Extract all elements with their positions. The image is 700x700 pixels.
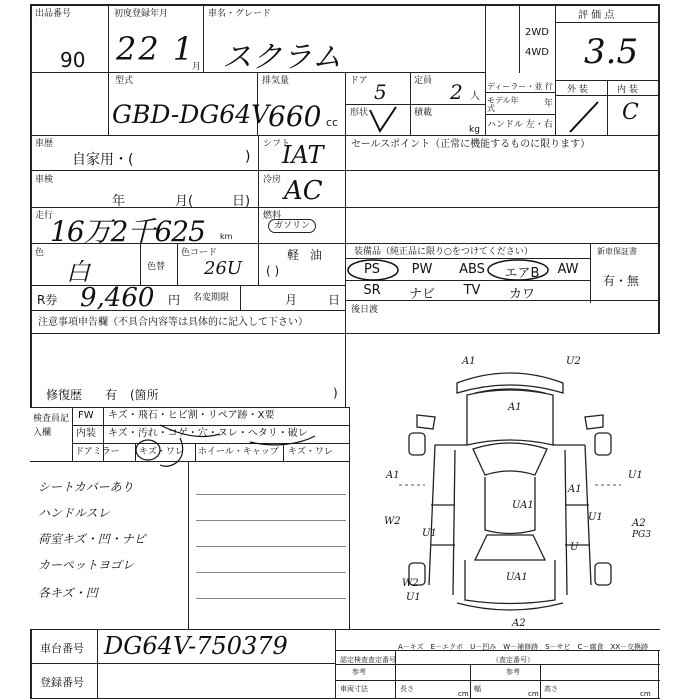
fuel-light: 軽 (287, 248, 300, 262)
damage-mark-7: A1 (568, 484, 582, 495)
length-label: 長さ (400, 685, 414, 693)
damage-mark-10: A2 (632, 518, 646, 529)
damage-mark-6: UA1 (512, 500, 534, 511)
damage-legend: A－キズ E－エクボ U－凹み W－補修跡 S－サビ C－腐食 XX－交換跡 (398, 643, 649, 651)
cm-3: cm (640, 690, 651, 698)
registration-label: 登録番号 (40, 676, 84, 689)
displacement-label: 排気量 (262, 76, 290, 86)
note-line-4: カーペットヨゴレ (38, 558, 135, 572)
door-value: 5 (374, 80, 387, 104)
damage-mark-4: A1 (386, 470, 400, 481)
drive-2wd: 2WD (525, 27, 549, 38)
first-reg-month: 月 (192, 62, 202, 72)
repair-place: (箇所 (130, 388, 159, 402)
handle-label: ハンドル 左・右 (487, 120, 553, 130)
repair-close: ) (333, 386, 338, 400)
history-value: 自家用・( (72, 152, 134, 168)
lot-no-label: 出品番号 (35, 9, 72, 19)
selling-point-label: セールスポイント（正常に機能するものに限ります） (351, 139, 591, 150)
inspector-fw-text: キズ・飛石・ヒビ割・リペア跡・X要 (108, 410, 275, 421)
equip-navi: ナビ (408, 287, 435, 302)
damage-mark-16: UA1 (506, 572, 528, 583)
inspector-handwritten-marks (100, 420, 340, 480)
equip-leather: カワ (508, 287, 535, 302)
capacity-value: 2 (450, 80, 463, 104)
year-unit: 年 (544, 99, 554, 109)
damage-mark-8: U1 (588, 512, 603, 523)
inspection-day: 日) (232, 194, 251, 209)
inspector-wheel-text: キズ・ワレ (288, 447, 333, 457)
mileage-unit: km (220, 232, 233, 241)
displacement-value: 660 (268, 100, 322, 133)
note-line-1: シートカバーあり (38, 480, 134, 494)
ref2: 参考 (506, 668, 520, 676)
name-grade-label: 車名・グレード (208, 9, 272, 19)
dealer-label: ディーラー・並 行 (487, 82, 553, 91)
equip-ps: PS (363, 262, 381, 277)
color-code-value: 26U (204, 258, 243, 279)
inspection-month: 月( (175, 194, 194, 209)
interior-label: 内 装 (617, 85, 638, 95)
first-reg-label: 初度登録年月 (114, 9, 169, 19)
fuel-value: ガソリン (268, 219, 316, 233)
inspector-fw-head: FW (78, 410, 94, 421)
shape-label: 形状 (350, 108, 369, 118)
lot-no: 90 (60, 48, 86, 72)
warranty-label: 新車保証書 (597, 247, 637, 256)
recycle-value: 9,460 (80, 283, 155, 313)
name-change-day: 日 (328, 293, 341, 307)
score-label: 評 価 点 (578, 10, 615, 21)
interior-grade: C (622, 100, 639, 125)
color-label: 色 (35, 248, 45, 258)
equip-airbag: エアB (504, 266, 540, 281)
damage-mark-1: A1 (462, 356, 476, 367)
vehicle-size-label: 車両寸法 (340, 685, 368, 693)
equipment-label: 装備品（純正品に限り○をつけてください） (354, 247, 533, 257)
capacity-label: 定員 (414, 76, 433, 86)
damage-mark-13: U (570, 542, 579, 553)
shift-label: シフト (263, 139, 291, 149)
equip-sr: SR (363, 283, 381, 298)
damage-mark-11: PG3 (632, 530, 651, 540)
inspector-mirror-text: キズ・ワレ (139, 447, 184, 457)
damage-mark-17: A2 (512, 618, 526, 629)
history-label: 車歴 (35, 139, 54, 149)
history-close: ) (245, 149, 251, 165)
door-label: ドア (350, 76, 368, 86)
exterior-slash-icon (566, 100, 602, 134)
equip-pw: PW (411, 262, 433, 277)
color-change-label: 色替 (147, 262, 166, 272)
load-label: 積載 (414, 108, 433, 118)
repair-value: 有 (105, 388, 118, 402)
mileage-value: 16万2千625 (50, 215, 205, 248)
warranty-value: 有・無 (603, 274, 640, 288)
cert-ref: 参考 (352, 668, 366, 676)
cert-label: 認定検査査定番号 (340, 656, 396, 664)
damage-mark-5: U1 (628, 470, 643, 481)
score-value: 3.5 (584, 32, 639, 72)
capacity-unit: 人 (470, 91, 480, 102)
equip-tv: TV (463, 283, 481, 298)
fuel-paren: ( ) (266, 264, 280, 278)
damage-mark-12: U1 (422, 528, 437, 539)
note-line-2: ハンドルスレ (38, 506, 110, 520)
mileage-label: 走行 (35, 211, 54, 221)
repair-label: 修復歴 (46, 388, 83, 402)
model-label: 型式 (115, 76, 134, 86)
displacement-unit: cc (326, 116, 339, 129)
color-value: 白 (66, 258, 90, 286)
top-border (30, 4, 660, 6)
equip-aw: AW (557, 262, 579, 277)
name-change-label: 名変期限 (193, 293, 230, 303)
color-code-label: 色コード (181, 248, 218, 258)
after-delivery-label: 後日渡 (351, 305, 379, 315)
name-change-month: 月 (285, 293, 298, 307)
damage-mark-3: A1 (508, 402, 522, 413)
inspection-label: 車検 (35, 175, 54, 185)
inspector-mirror: ドアミラー (75, 447, 120, 457)
shift-value: IAT (282, 141, 324, 169)
fuel-oil: 油 (310, 248, 323, 262)
first-reg-value: 22 1 (116, 30, 196, 68)
chassis-value: DG64V-750379 (104, 632, 288, 660)
inspector-interior-head: 内装 (76, 428, 96, 439)
width-label: 幅 (474, 685, 481, 693)
chassis-label: 車台番号 (40, 642, 84, 655)
ac-value: AC (284, 176, 323, 206)
right-border (658, 4, 660, 334)
note-line-3: 荷室キズ・凹・ナビ (38, 532, 146, 546)
fuel-label: 燃料 (263, 211, 282, 221)
recycle-label: R券 (37, 293, 58, 307)
damage-mark-14: W2 (402, 578, 419, 589)
inspect-no-label: （査定番号） (492, 656, 534, 664)
drive-4wd: 4WD (525, 47, 549, 58)
recycle-unit: 円 (168, 293, 181, 307)
note-line-5: 各キズ・凹 (38, 586, 98, 600)
ac-label: 冷房 (263, 175, 282, 185)
damage-mark-9: W2 (384, 516, 401, 527)
shape-checkmark-icon (368, 105, 398, 135)
exterior-label: 外 装 (567, 85, 588, 95)
equipment-circle-marks (346, 258, 556, 284)
cm-2: cm (528, 690, 539, 698)
damage-mark-15: U1 (406, 592, 421, 603)
load-unit: kg (469, 125, 480, 135)
inspection-year: 年 (112, 194, 126, 209)
inspector-interior-text: キズ・汚れ・コゲ・穴・ヌレ・ヘタリ・破レ (108, 428, 308, 439)
damage-mark-2: U2 (566, 356, 581, 367)
equip-abs: ABS (459, 262, 485, 277)
model-year-label: モデル年式 (487, 96, 519, 113)
inspector-wheel: ホイール・キャップ (198, 447, 279, 457)
cm-1: cm (458, 690, 469, 698)
inspector-label: 検査員記入欄 (33, 414, 70, 438)
car-name: スクラム (222, 40, 342, 75)
height-label: 高さ (544, 685, 558, 693)
notes-label: 注意事項申告欄（不具合内容等は具体的に記入して下さい） (38, 317, 308, 328)
model-value: GBD-DG64V (112, 100, 270, 129)
